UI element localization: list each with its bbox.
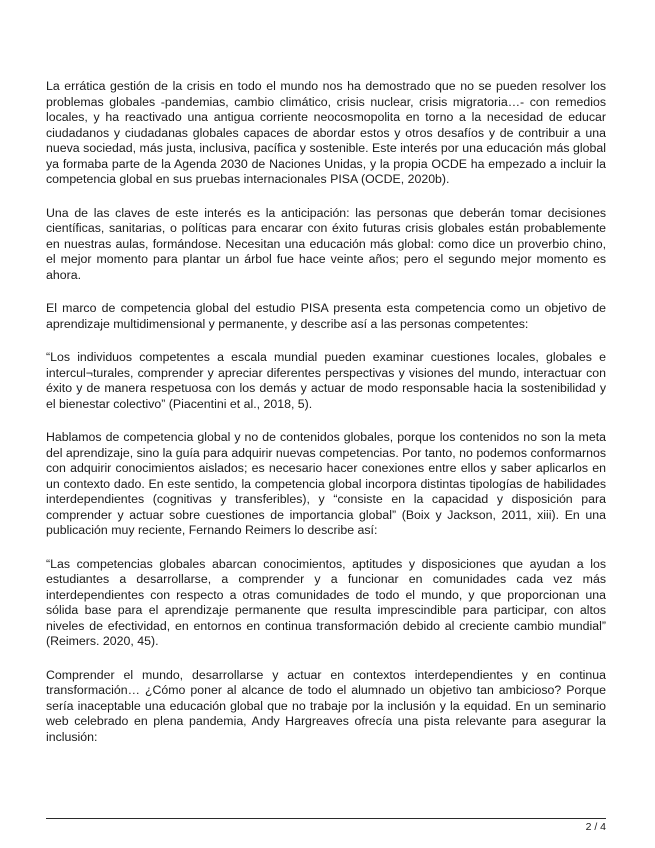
quote-reimers: “Las competencias globales abarcan conocimientos, aptitudes y disposiciones que ayudan a los estudiantes a desarrollarse, a comprender y a funcionar en comunidades cada vez más interdependientes con respecto a otras comunidades de todo el mundo, y que proporcionan una sólida base para el aprendizaje permanente que resulta imprescindible para participar, con altos niveles de efectividad, en entornos en continua transformación debido al creciente cambio mundial” (Reimers. 2020, 45). (46, 556, 606, 648)
document-body (46, 79, 606, 763)
paragraph-global-competence: Hablamos de competencia global y no de contenidos globales, porque los contenidos no son la meta del aprendizaje, sino la guía para adquirir nuevas competencias. Por tanto, no podemos conformarnos con adquirir conocimientos aislados; es necesario hacer conexiones entre ellos y saber aplicarlos en un contexto dado. En este sentido, la competencia global incorpora distintas tipologías de habilidades interdependientes (cognitivas y transferibles), y “consiste en la capacidad y disposición para comprender y actuar sobre cuestiones de importancia global” (Boix y Jackson, 2011, xiii). En una publicación muy reciente, Fernando Reimers lo describe así: (46, 430, 606, 537)
page-number: 2 / 4 (585, 821, 606, 833)
paragraph-inclusion: Comprender el mundo, desarrollarse y actuar en contextos interdependientes y en continua transformación… ¿Cómo poner al alcance de todo el alumnado un objetivo tan ambicioso? Porque sería inaceptable una educación global que no trabaje por la inclusión y la equidad. En un seminario web celebrado en plena pandemia, Andy Hargreaves ofrecía una pista relevante para asegurar la inclusión: (46, 667, 606, 744)
paragraph-anticipation: Una de las claves de este interés es la anticipación: las personas que deberán tomar decisiones científicas, sanitarias, o políticas para encarar con éxito futuras crisis globales están probablemente en nuestras aulas, formándose. Necesitan una educación más global: como dice un proverbio chino, el mejor momento para plantar un árbol fue hace veinte años; pero el segundo mejor momento es ahora. (46, 205, 606, 282)
quote-piacentini: “Los individuos competentes a escala mundial pueden examinar cuestiones locales, globales e intercul¬turales, comprender y apreciar diferentes perspectivas y visiones del mundo, interactuar con éxito y de manera respetuosa con los demás y actuar de modo responsable hacia la sostenibilidad y el bienestar colectivo” (Piacentini et al., 2018, 5). (46, 350, 606, 411)
paragraph-crisis-management: La errática gestión de la crisis en todo el mundo nos ha demostrado que no se pueden resolver los problemas globales -pandemias, cambio climático, crisis nuclear, crisis migratoria…- con remedios locales, y ha reactivado una antigua corriente neocosmopolita en torno a la necesidad de educar ciudadanos y ciudadanas globales capaces de abordar estos y otros desafíos y de contribuir a una nueva sociedad, más justa, inclusiva, pacífica y sostenible. Este interés por una educación más global ya formaba parte de la Agenda 2030 de Naciones Unidas, y la propia OCDE ha empezado a incluir la competencia global en sus pruebas internacionales PISA (OCDE, 2020b). (46, 79, 606, 186)
paragraph-pisa-framework: El marco de competencia global del estudio PISA presenta esta competencia como un objetivo de aprendizaje multidimensional y permanente, y describe así a las personas competentes: (46, 301, 606, 331)
footer-divider (46, 818, 606, 819)
